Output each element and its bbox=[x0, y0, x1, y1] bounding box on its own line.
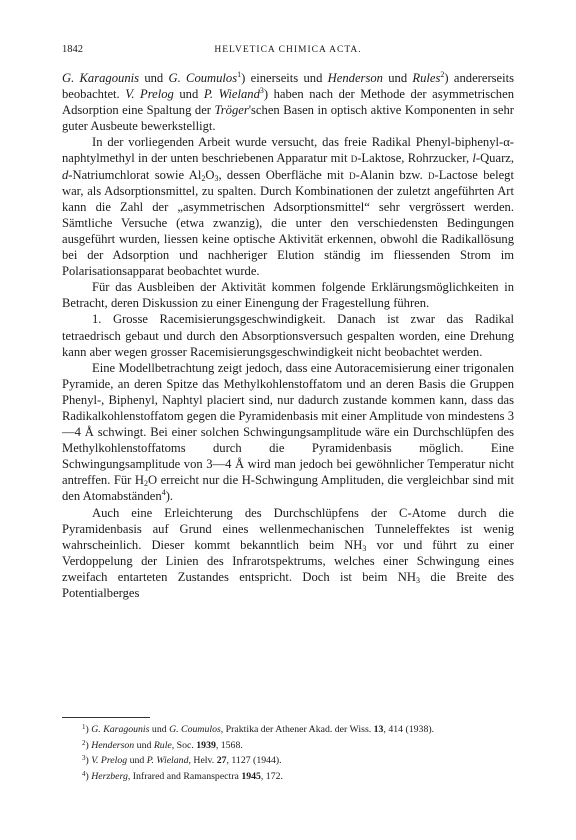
footnote-ref-3: 3 bbox=[259, 86, 264, 96]
footnote-2: $^2$) Henderson und Rule, Soc. 1939, 1568. bbox=[82, 738, 243, 751]
paragraph-6: Auch eine Erleichterung des Durchschlüpfens der C-Atome durch die Pyramidenbasis auf Grund eines wellenmechanischen Tunneleffektes ist wenig wahrscheinlich. Dieser kommt bekanntlich beim $NH_3$ vor und führt zu einer Verdoppelung der Linien des Infrarotspektrums, welches einer Schwingung eines zweifach entarteten Zustandes entspricht. Doch ist beim $NH_3$ die Breite des Potentialberges bbox=[62, 505, 514, 600]
footnote-3: $^3$) V. Prelog und P. Wieland, Helv. 27, 1127 (1944). bbox=[82, 754, 282, 767]
article-body bbox=[62, 70, 514, 601]
paragraph-2: In der vorliegenden Arbeit wurde versucht, das freie Radikal Phenyl-biphenyl-α-naphtylmethyl in der unten beschriebenen Apparatur mit d-Laktose, Rohrzucker, l-Quarz, d-Natriumchlorat sowie $Al_2O_3$, dessen Oberfläche mit d-Alanin bzw. d-Lactose belegt war, als Adsorptionsmittel, zu spalten. Durch Kombinationen der zuletzt angeführten Art kann die Zahl der „asymmetrischen Adsorptionsmittel“ sehr vergrössert werden. Sämtliche Versuche (etwa zwanzig), die unter den verschiedensten Bedingungen ausgeführt wurden, liessen keine optische Aktivität erkennen, obwohl die Radikallösung bei der Adsorption und nachheriger Elution ständig im fliessenden Strom im Polarisationsapparat beobachtet wurde. bbox=[62, 135, 514, 279]
footnote-ref-2: 2 bbox=[440, 70, 445, 79]
footnote-4: $^4$) Herzberg, Infrared and Ramanspectra 1945, 172. bbox=[82, 769, 283, 782]
footnotes bbox=[62, 721, 514, 783]
page-number: 1842 bbox=[62, 44, 83, 55]
journal-title: HELVETICA CHIMICA ACTA. bbox=[214, 45, 362, 55]
footnote-1: $^1$) G. Karagounis und G. Coumulos, Praktika der Athener Akad. der Wiss. 13, 414 (1938). bbox=[82, 723, 435, 735]
paragraph-5: Eine Modellbetrachtung zeigt jedoch, dass eine Autoracemisierung einer trigonalen Pyramide, an deren Spitze das Methylkohlenstoffatom und an deren Basis die Gruppen Phenyl-, Biphenyl, Naphtyl placiert sind, nur dadurch zustande kommen kann, dass das Radikalkohlenstoffatom gegen die Pyramidenbasis mit einer Amplitude von mindestens 3—4 Å schwingt. Bei einer solchen Schwingungsamplitude wäre ein Durchschlüpfen des Methylkohlenstoffatoms durch die Pyramidenbasis möglich. Eine Schwingungsamplitude von 3—4 Å wird man jedoch bei gewöhnlicher Temperatur nicht antreffen. Für $H_2O$ erreicht nur die H-Schwingung Amplituden, die vergleichbar sind mit den Atomabständen$^4$). bbox=[62, 360, 515, 504]
paragraph-1: G. Karagounis und G. Coumulos$^1$) einerseits und Henderson und Rules$^2$) andererseits beobachtet. V. Prelog und P. Wieland$^3$) haben nach der Methode der asymmetrischen Adsorption eine Spaltung der Tröger'schen Basen in optisch aktive Komponenten in sehr guter Ausbeute bewerkstelligt. bbox=[62, 70, 515, 134]
paragraph-4: 1. Grosse Racemisierungsgeschwindigkeit. Danach ist zwar das Radikal tetraedrisch gebaut und durch den Absorptionsversuch gespalten worden, eine Drehung kann aber wegen grosser Racemisierungsgeschwindigkeit nicht beobachtet werden. bbox=[62, 312, 514, 359]
footnote-ref-4: 4 bbox=[161, 488, 166, 498]
footnote-rule bbox=[62, 717, 150, 718]
footnote-ref-1: 1 bbox=[237, 70, 242, 79]
paragraph-3: Für das Ausbleiben der Aktivität kommen folgende Erklärungsmöglichkeiten in Betracht, deren Diskussion zu einer Einengung der Fragestellung führen. bbox=[62, 280, 514, 311]
running-header bbox=[62, 44, 514, 55]
